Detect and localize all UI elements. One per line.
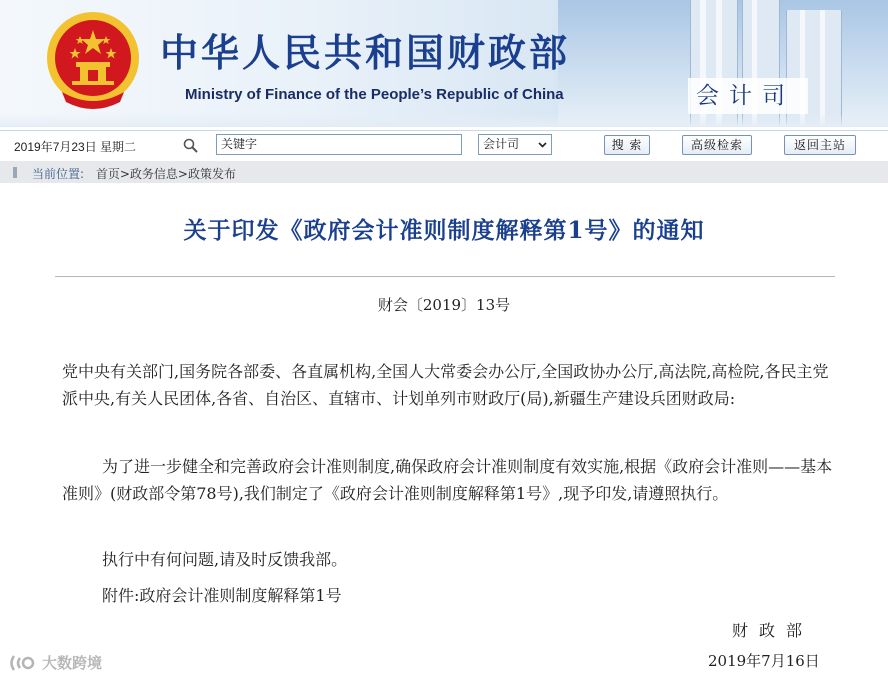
current-date: 2019年7月23日 星期二 bbox=[14, 140, 137, 154]
site-banner bbox=[0, 0, 888, 127]
return-main-site-button[interactable]: 返回主站 bbox=[784, 135, 856, 155]
breadcrumb bbox=[32, 165, 236, 182]
search-toolbar bbox=[0, 130, 888, 162]
issuer-signature: 财政部 bbox=[732, 621, 814, 640]
watermark bbox=[8, 652, 118, 674]
search-scope-select[interactable] bbox=[478, 134, 552, 155]
national-emblem-icon bbox=[40, 6, 146, 114]
watermark-text: 大数跨境 bbox=[42, 654, 103, 672]
breadcrumb-marker bbox=[13, 167, 17, 178]
search-input[interactable]: 关键字 bbox=[216, 134, 462, 155]
site-title-english: Ministry of Finance of the People’s Republic of China bbox=[185, 86, 564, 103]
article-title: 关于印发《政府会计准则制度解释第1号》的通知 bbox=[183, 217, 705, 244]
breadcrumb-path[interactable]: 首页>政务信息>政策发布 bbox=[95, 167, 236, 181]
recipients-paragraph: 党中央有关部门,国务院各部委、各直属机构,全国人大常委会办公厅,全国政协办公厅,高法院,高检院,各民主党派中央,有关人民团体,各省、自治区、直辖市、计划单列市财政厅(局),新疆生产建设兵团财政局: bbox=[62, 362, 829, 408]
breadcrumb-bar bbox=[0, 161, 888, 183]
search-button[interactable]: 搜 索 bbox=[604, 135, 650, 155]
search-icon bbox=[182, 137, 200, 155]
issue-date: 2019年7月16日 bbox=[708, 652, 820, 670]
document-number: 财会〔2019〕13号 bbox=[377, 296, 511, 314]
department-name: 会计司 bbox=[688, 78, 808, 114]
title-divider bbox=[55, 276, 835, 277]
breadcrumb-label: 当前位置: bbox=[32, 167, 85, 181]
watermark-logo-icon bbox=[8, 652, 38, 674]
search-scope-value: 会计司 bbox=[483, 137, 520, 151]
body-paragraph: 为了进一步健全和完善政府会计准则制度,确保政府会计准则制度有效实施,根据《政府会计准则——基本准则》(财政部令第78号),我们制定了《政府会计准则制度解释第1号》,现予印发,请遵照执行。 bbox=[62, 457, 833, 503]
attachment-link[interactable]: 附件:政府会计准则制度解释第1号 bbox=[102, 586, 342, 605]
chevron-down-icon bbox=[538, 140, 547, 149]
advanced-search-button[interactable]: 高级检索 bbox=[682, 135, 752, 155]
site-title: 中华人民共和国财政部 bbox=[160, 30, 571, 75]
feedback-paragraph: 执行中有何问题,请及时反馈我部。 bbox=[102, 550, 348, 569]
